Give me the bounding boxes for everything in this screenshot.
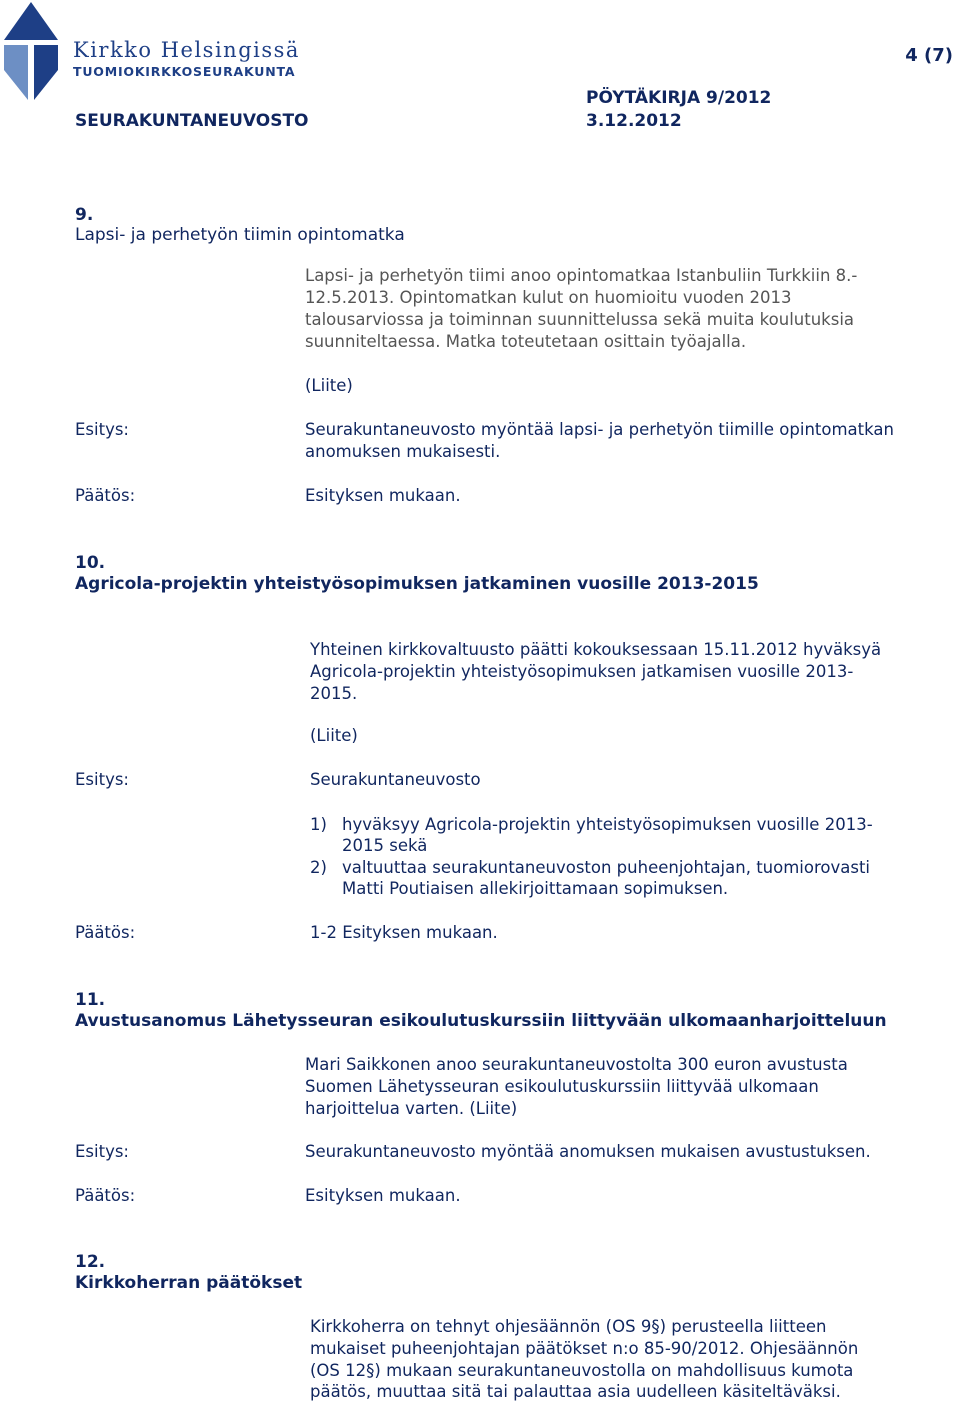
- decision-label: Päätös:: [75, 923, 136, 942]
- proposal-label: Esitys:: [75, 420, 129, 439]
- section-description-line: Yhteinen kirkkovaltuusto päätti kokouksessaan 15.11.2012 hyväksyä: [310, 640, 882, 659]
- decision-text: 1-2 Esityksen mukaan.: [310, 923, 498, 942]
- section-description-line: päätös, muuttaa sitä tai palauttaa asia uudelleen käsiteltäväksi.: [310, 1382, 841, 1401]
- section-description-line: (OS 12§) mukaan seurakuntaneuvostolla on mahdollisuus kumota: [310, 1361, 854, 1380]
- section-title: Kirkkoherran päätökset: [75, 1273, 303, 1293]
- proposal-label: Esitys:: [75, 1142, 129, 1161]
- section-description-line: Kirkkoherra on tehnyt ohjesäännön (OS 9§) perusteella liitteen: [310, 1317, 827, 1336]
- section-number: 11.: [75, 990, 106, 1010]
- proposal-label: Esitys:: [75, 770, 129, 789]
- logo: [0, 0, 62, 104]
- section-description-line: 12.5.2013. Opintomatkan kulut on huomioitu vuoden 2013: [305, 288, 792, 307]
- proposal-text: anomuksen mukaisesti.: [305, 442, 501, 461]
- logo-title: Kirkko Helsingissä: [73, 38, 300, 62]
- section-description-line: 2015.: [310, 684, 358, 703]
- section-title: Avustusanomus Lähetysseuran esikoulutuskurssiin liittyvään ulkomaanharjoitteluun: [75, 1011, 887, 1031]
- section-title: Agricola-projektin yhteistyösopimuksen jatkaminen vuosille 2013-2015: [75, 574, 759, 594]
- section-description-line: suunniteltaessa. Matka toteutetaan osittain työajalla.: [305, 332, 747, 351]
- section-description-line: mukaiset puheenjohtajan päätökset n:o 85-90/2012. Ohjesäännön: [310, 1339, 859, 1358]
- logo-subtitle: TUOMIOKIRKKOSEURAKUNTA: [73, 64, 296, 79]
- document-type: PÖYTÄKIRJA 9/2012: [586, 88, 772, 108]
- section-number: 12.: [75, 1252, 106, 1272]
- proposal-item-text: valtuuttaa seurakuntaneuvoston puheenjohtajan, tuomiorovasti: [342, 858, 871, 877]
- proposal-text: Seurakuntaneuvosto myöntää lapsi- ja perhetyön tiimille opintomatkan: [305, 420, 894, 439]
- proposal-item-text: Matti Poutiaisen allekirjoittamaan sopimuksen.: [342, 879, 729, 898]
- proposal-text: Seurakuntaneuvosto myöntää anomuksen mukaisen avustustuksen.: [305, 1142, 871, 1161]
- attachment-note: (Liite): [310, 726, 358, 745]
- proposal-intro: Seurakuntaneuvosto: [310, 770, 481, 789]
- meeting-date: 3.12.2012: [586, 111, 682, 131]
- decision-text: Esityksen mukaan.: [305, 1186, 461, 1205]
- section-description-line: Lapsi- ja perhetyön tiimi anoo opintomatkaa Istanbuliin Turkkiin 8.-: [305, 266, 858, 285]
- section-description-line: Suomen Lähetysseuran esikoulutuskurssiin liittyvää ulkomaan: [305, 1077, 819, 1096]
- section-number: 10.: [75, 553, 106, 573]
- section-description-line: Mari Saikkonen anoo seurakuntaneuvostolta 300 euron avustusta: [305, 1055, 848, 1074]
- section-number: 9.: [75, 205, 94, 225]
- proposal-item-number: 2): [310, 858, 327, 877]
- page-number: 4 (7): [905, 45, 953, 66]
- proposal-item-number: 1): [310, 815, 327, 834]
- proposal-item-text: hyväksyy Agricola-projektin yhteistyösopimuksen vuosille 2013-: [342, 815, 873, 834]
- body-name: SEURAKUNTANEUVOSTO: [75, 111, 309, 131]
- church-emblem-icon: [0, 0, 62, 104]
- section-description-line: Agricola-projektin yhteistyösopimuksen jatkamisen vuosille 2013-: [310, 662, 854, 681]
- decision-label: Päätös:: [75, 486, 136, 505]
- section-title: Lapsi- ja perhetyön tiimin opintomatka: [75, 225, 405, 245]
- decision-label: Päätös:: [75, 1186, 136, 1205]
- attachment-note: (Liite): [305, 376, 353, 395]
- proposal-item-text: 2015 sekä: [342, 836, 428, 855]
- section-description-line: harjoittelua varten. (Liite): [305, 1099, 518, 1118]
- decision-text: Esityksen mukaan.: [305, 486, 461, 505]
- section-description-line: talousarviossa ja toiminnan suunnittelussa sekä muita koulutuksia: [305, 310, 855, 329]
